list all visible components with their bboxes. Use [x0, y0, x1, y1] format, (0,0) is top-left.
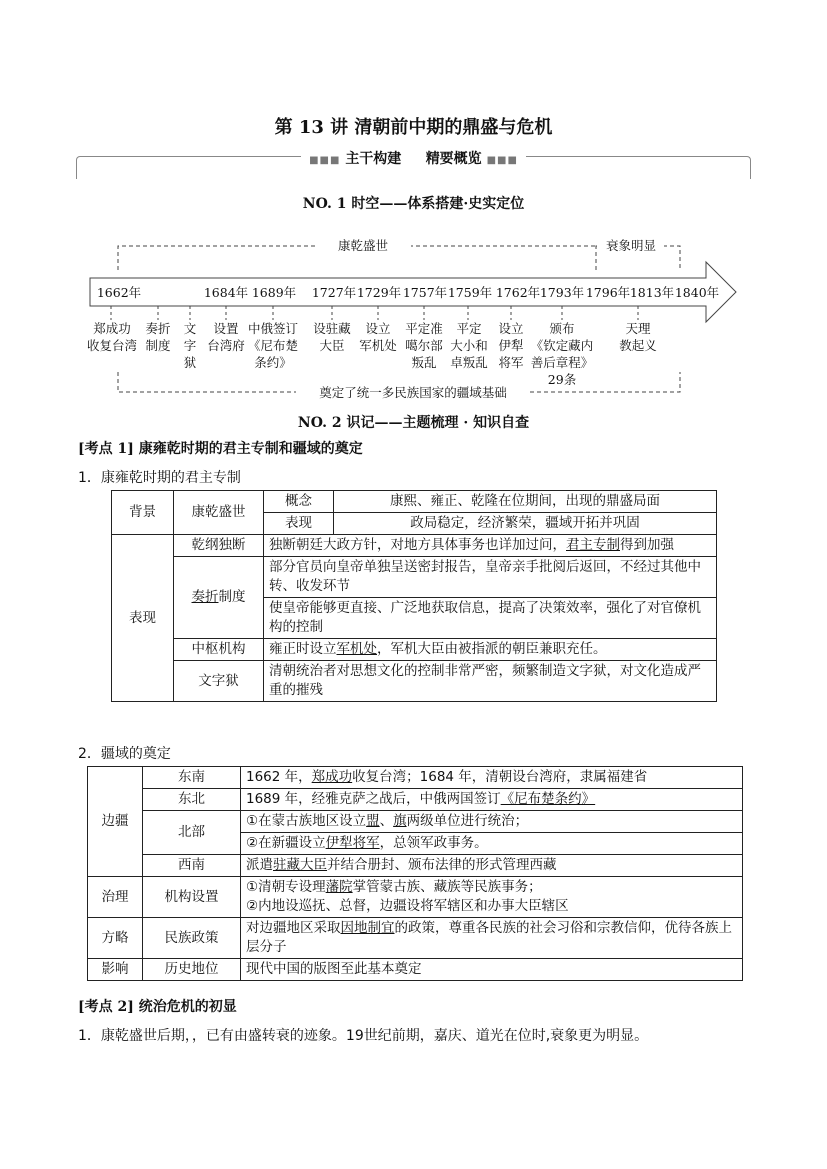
- section-heading-2: NO. 2 识记——主题梳理 · 知识自查: [297, 415, 530, 431]
- square-bullets-icon: ■■■: [486, 155, 518, 166]
- year-label: 1793年: [539, 285, 585, 300]
- timeline-top-left-label: 康乾盛世: [315, 237, 411, 254]
- table-cell: 概念: [264, 491, 334, 513]
- year-label: 1813年: [629, 285, 675, 300]
- square-bullets-icon: ■■■: [309, 155, 341, 166]
- timeline-top-right-label: 衰象明显: [598, 237, 664, 254]
- year-label: 1727年: [311, 285, 357, 300]
- table-cell: 奏折制度: [174, 557, 264, 639]
- body-paragraph: 1．康乾盛世后期，，已有由盛转衰的迹象。19世纪前期，嘉庆、道光在位时,衰象更为明显。: [78, 1028, 649, 1044]
- year-label: 1662年: [96, 285, 142, 300]
- table-cell: 方略: [88, 918, 143, 959]
- table-cell: 东南: [143, 767, 241, 789]
- table-cell: 文字狱: [174, 661, 264, 702]
- subheading-1: 1．康雍乾时期的君主专制: [78, 470, 241, 486]
- table-cell: 康乾盛世: [174, 491, 264, 535]
- timeline-event: 颁布 《钦定藏内 善后章程》 29条: [530, 321, 594, 387]
- section-heading-1: NO. 1 时空——体系搭建·史实定位: [302, 196, 525, 212]
- table-cell: 表现: [264, 513, 334, 535]
- table-cell: 背景: [112, 491, 174, 535]
- year-label: 1840年: [674, 285, 720, 300]
- table-cell: 北部: [143, 811, 241, 855]
- table-cell: 机构设置: [143, 877, 241, 918]
- timeline-event: 设立 伊犁 将军: [498, 321, 524, 370]
- kaodian-1-heading: [考点 1] 康雍乾时期的君主专制和疆域的奠定: [78, 441, 363, 457]
- table-cell: 西南: [143, 855, 241, 877]
- table-cell: 康熙、雍正、乾隆在位期间，出现的鼎盛局面: [334, 491, 717, 513]
- table-cell: 部分官员向皇帝单独呈送密封报告，皇帝亲手批阅后返回，不经过其他中转、收发环节: [264, 557, 717, 598]
- table-cell: 政局稳定，经济繁荣，疆域开拓并巩固: [334, 513, 717, 535]
- year-label: 1796年: [585, 285, 631, 300]
- table-cell: 边疆: [88, 767, 143, 877]
- banner-right-text: 精要概览: [425, 151, 482, 167]
- subheading-2: 2．疆域的奠定: [78, 746, 171, 762]
- timeline-event: 奏折 制度: [145, 321, 171, 353]
- year-label: 1729年: [356, 285, 402, 300]
- timeline-event: 平定 大小和 卓叛乱: [450, 321, 488, 370]
- territory-table: [87, 766, 743, 981]
- timeline-event: 平定准 噶尔部 叛乱: [405, 321, 443, 370]
- table-cell: 治理: [88, 877, 143, 918]
- kaodian-2-heading: [考点 2] 统治危机的初显: [78, 999, 237, 1015]
- table-cell: 对边疆地区采取因地制宜的政策，尊重各民族的社会习俗和宗教信仰，优待各族上层分子: [241, 918, 743, 959]
- autocracy-table: [111, 490, 717, 702]
- table-cell: 独断朝廷大政方针，对地方具体事务也详加过问，君主专制得到加强: [264, 535, 717, 557]
- timeline-event: 天理 教起义: [619, 321, 657, 353]
- table-cell: 民族政策: [143, 918, 241, 959]
- table-cell: 中枢机构: [174, 639, 264, 661]
- table-cell: 1662 年，郑成功收复台湾；1684 年，清朝设台湾府，隶属福建省: [241, 767, 743, 789]
- table-cell: ①在蒙古族地区设立盟、旗两级单位进行统治；: [241, 811, 743, 833]
- page-title: 第 13 讲 清朝前中期的鼎盛与危机: [274, 117, 553, 138]
- year-label: 1759年: [447, 285, 493, 300]
- year-label: 1757年: [402, 285, 448, 300]
- timeline: [0, 0, 827, 420]
- year-label: 1684年: [203, 285, 249, 300]
- timeline-event: 设置 台湾府: [207, 321, 245, 353]
- table-cell: 东北: [143, 789, 241, 811]
- banner-left-text: 主干构建: [345, 151, 402, 167]
- timeline-event: 中俄签订 《尼布楚 条约》: [247, 321, 298, 370]
- table-cell: 历史地位: [143, 959, 241, 981]
- year-label: 1762年: [495, 285, 541, 300]
- timeline-event: 设立 军机处: [359, 321, 397, 353]
- table-cell: ②在新疆设立伊犁将军，总领军政事务。: [241, 833, 743, 855]
- table-cell: 1689 年，经雅克萨之战后，中俄两国签订《尼布楚条约》: [241, 789, 743, 811]
- table-cell: 乾纲独断: [174, 535, 264, 557]
- timeline-event: 文 字 狱: [183, 321, 197, 370]
- timeline-event: 郑成功 收复台湾: [86, 321, 137, 353]
- timeline-event: 设驻藏 大臣: [313, 321, 351, 353]
- table-cell: 派遣驻藏大臣并结合册封、颁布法律的形式管理西藏: [241, 855, 743, 877]
- year-label: 1689年: [251, 285, 297, 300]
- table-cell: ①清朝专设理藩院掌管蒙古族、藏族等民族事务； ②内地设巡抚、总督，边疆设将军辖区和办事大臣辖区: [241, 877, 743, 918]
- table-cell: 使皇帝能够更直接、广泛地获取信息，提高了决策效率，强化了对官僚机构的控制: [264, 598, 717, 639]
- timeline-bottom-label: 奠定了统一多民族国家的疆域基础: [300, 384, 526, 401]
- table-cell: 表现: [112, 535, 174, 702]
- table-cell: 雍正时设立军机处，军机大臣由被指派的朝臣兼职充任。: [264, 639, 717, 661]
- table-cell: 清朝统治者对思想文化的控制非常严密，频繁制造文字狱，对文化造成严重的摧残: [264, 661, 717, 702]
- table-cell: 影响: [88, 959, 143, 981]
- table-cell: 现代中国的版图至此基本奠定: [241, 959, 743, 981]
